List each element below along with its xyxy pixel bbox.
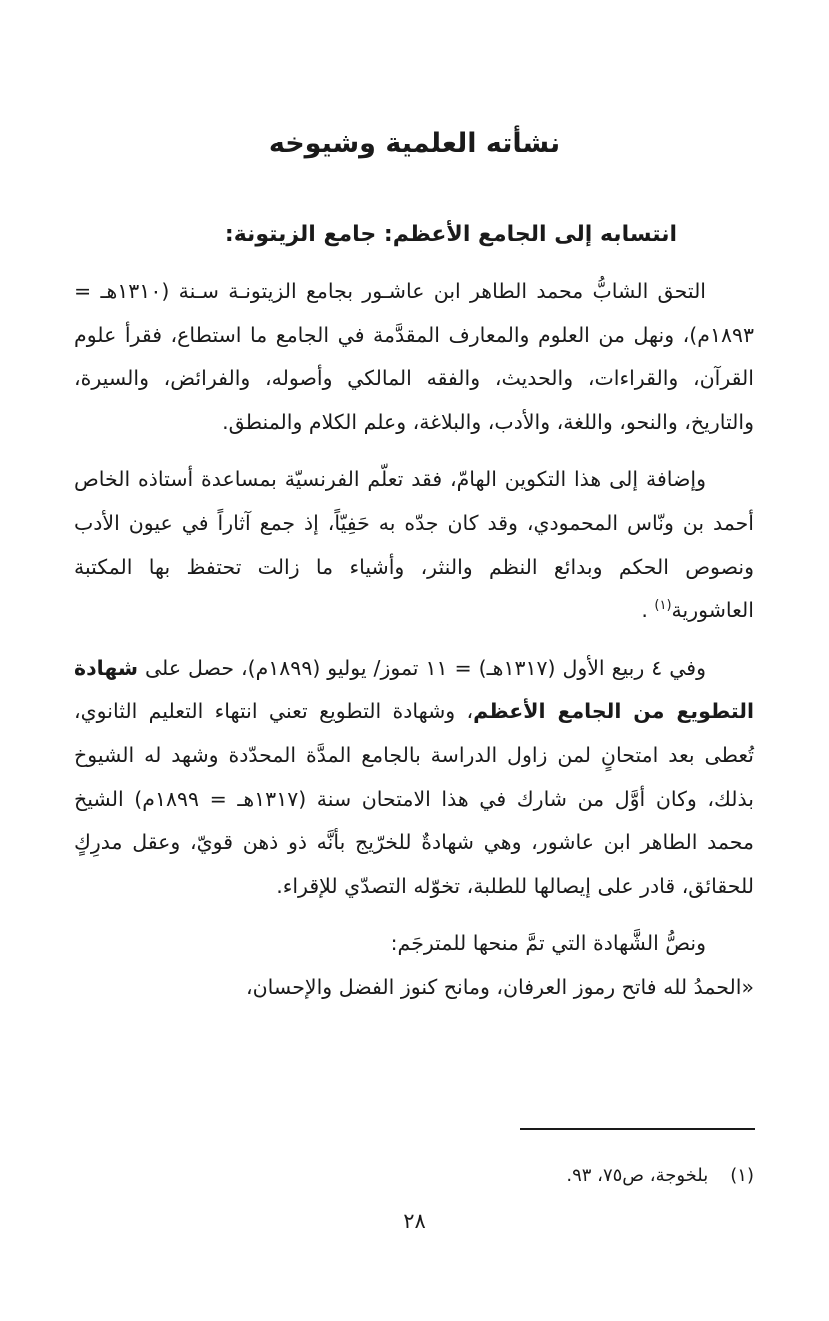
certificate-name: شهادة التطويع من الجامع الأعظم <box>74 655 754 724</box>
paragraph-5-quote: «الحمدُ لله فاتح رموز العرفان، ومانح كنوز الفضل والإحسان، <box>246 974 754 999</box>
footnote <box>566 1162 754 1190</box>
body-text <box>74 270 754 1024</box>
paragraph-1: التحق الشابُّ محمد الطاهر ابن عاشـور بجامع الزيتونـة سـنة (١٣١٠هـ = ١٨٩٣م)، ونهل من العلوم والمعارف المقدَّمة في الجامع ما استطاع، فقرأ علوم القرآن، والقراءات، والحديث، والفقه المالكي وأصوله، والفرائض، والسيرة، والتاريخ، والنحو، واللغة، والأدب، والبلاغة، وعلم الكلام والمنطق. <box>74 279 754 434</box>
footnote-number: (١) <box>730 1165 754 1186</box>
paragraph-3-start: وفي ٤ ربيع الأول (١٣١٧هـ) = ١١ تموز/ يوليو (١٨٩٩م)، حصل على <box>138 655 707 680</box>
footnote-reference[interactable]: (١) <box>654 598 672 614</box>
paragraph-3-rest: ، وشهادة التطويع تعني انتهاء التعليم الثانوي، تُعطى بعد امتحانٍ لمن زاول الدراسة بالجامع المدَّة المحدّدة وشهد له الشيوخ بذلك، وكان أوَّل من شارك في هذا الامتحان سنة (١٣١٧هـ = ١٨٩٩م) الشيخ محمد الطاهر ابن عاشور، وهي شهادةٌ للخرّيج بأنَّه ذو ذهن قويّ، وعقل مدرِكٍ للحقائق، قادر على إيصالها للطلبة، تخوّله التصدّي للإقراء. <box>74 699 754 898</box>
paragraph-2-end: . <box>641 598 648 623</box>
footnote-text: بلخوجة، ص٧٥، ٩٣. <box>566 1165 709 1186</box>
paragraph-4: ونصُّ الشَّهادة التي تمَّ منحها للمترجَم: <box>390 931 706 956</box>
paragraph-3 <box>74 647 754 909</box>
page-number: ٢٨ <box>403 1209 426 1233</box>
paragraph-2-text: وإضافة إلى هذا التكوين الهامّ، فقد تعلّم الفرنسيّة بمساعدة أستاذه الخاص أحمد بن ونّاس المحمودي، وقد كان جدّه به حَفِيّاً، إذ جمع آثاراً في عيون الأدب ونصوص الحكم وبدائع النظم والنثر، وأشياء ما زالت تحتفظ بها المكتبة العاشورية <box>74 467 754 623</box>
section-heading: انتسابه إلى الجامع الأعظم: جامع الزيتونة: <box>224 222 677 247</box>
paragraph-2 <box>74 458 754 632</box>
footnote-divider <box>520 1128 755 1130</box>
chapter-title: نشأته العلمية وشيوخه <box>268 128 561 159</box>
